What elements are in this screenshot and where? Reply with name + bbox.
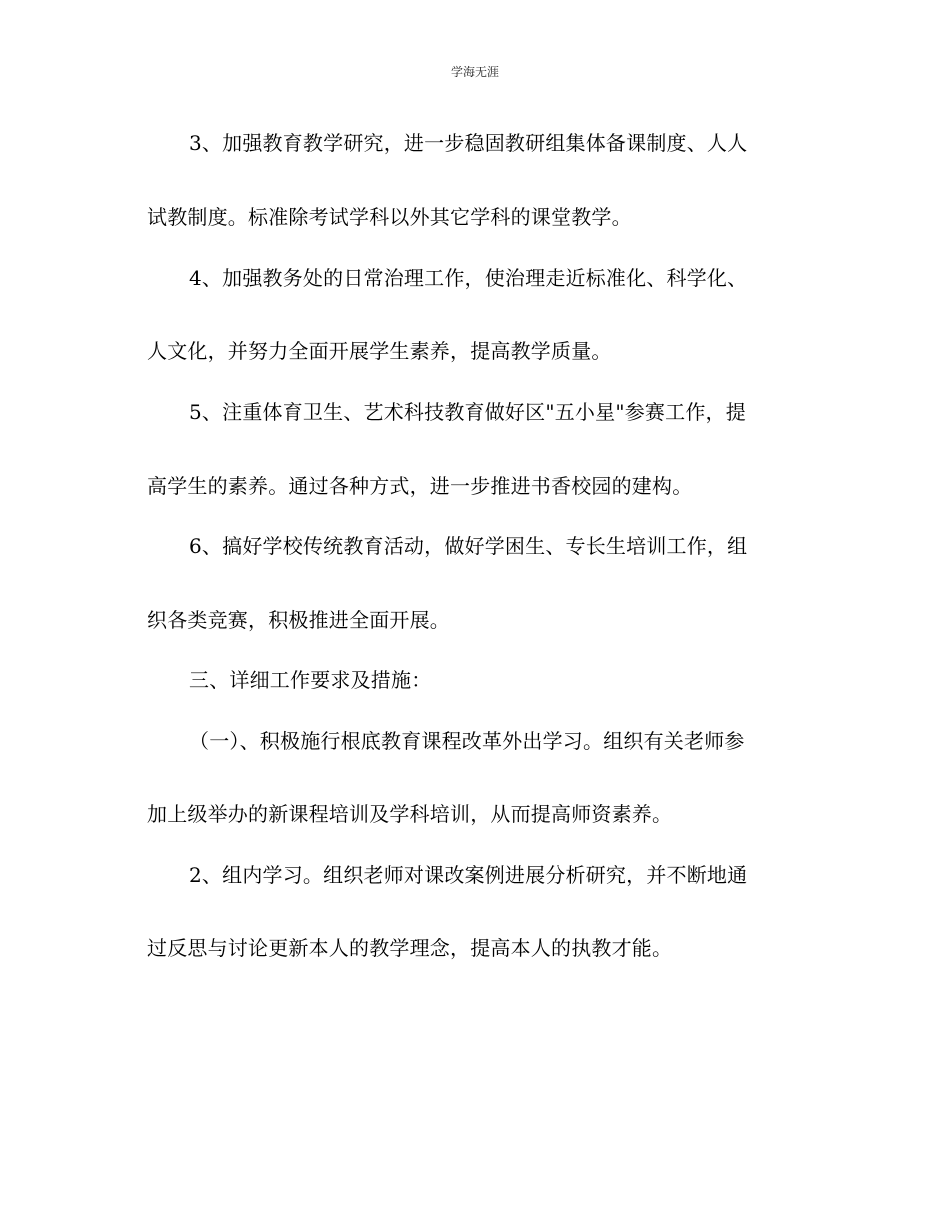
paragraph-6-line-1: （一）、积极施行根底教育课程改革外出学习。组织有关老师参 — [189, 729, 745, 753]
paragraph-3-line-1: 5、注重体育卫生、艺术科技教育做好区"五小星"参赛工作，提 — [189, 400, 746, 424]
paragraph-2-line-2: 人文化，并努力全面开展学生素养，提高教学质量。 — [147, 339, 612, 363]
paragraph-1-line-2: 试教制度。标准除考试学科以外其它学科的课堂教学。 — [147, 205, 632, 229]
paragraph-7-line-2: 过反思与讨论更新本人的教学理念，提高本人的执教才能。 — [147, 936, 673, 960]
page-header: 学海无涯 — [450, 65, 499, 79]
paragraph-1-line-1: 3、加强教育教学研究，进一步稳固教研组集体备课制度、人人 — [189, 131, 748, 155]
paragraph-4-line-2: 织各类竞赛，积极推进全面开展。 — [147, 608, 450, 632]
paragraph-3-line-2: 高学生的素养。通过各种方式，进一步推进书香校园的建构。 — [147, 474, 693, 498]
paragraph-7-line-1: 2、组内学习。组织老师对课改案例进展分析研究，并不断地通 — [189, 863, 748, 887]
paragraph-4-line-1: 6、搞好学校传统教育活动，做好学困生、专长生培训工作，组 — [189, 534, 748, 558]
paragraph-6-line-2: 加上级举办的新课程培训及学科培训，从而提高师资素养。 — [147, 802, 673, 826]
paragraph-2-line-1: 4、加强教务处的日常治理工作，使治理走近标准化、科学化、 — [189, 266, 748, 290]
section-heading: 三、详细工作要求及措施： — [189, 668, 432, 692]
